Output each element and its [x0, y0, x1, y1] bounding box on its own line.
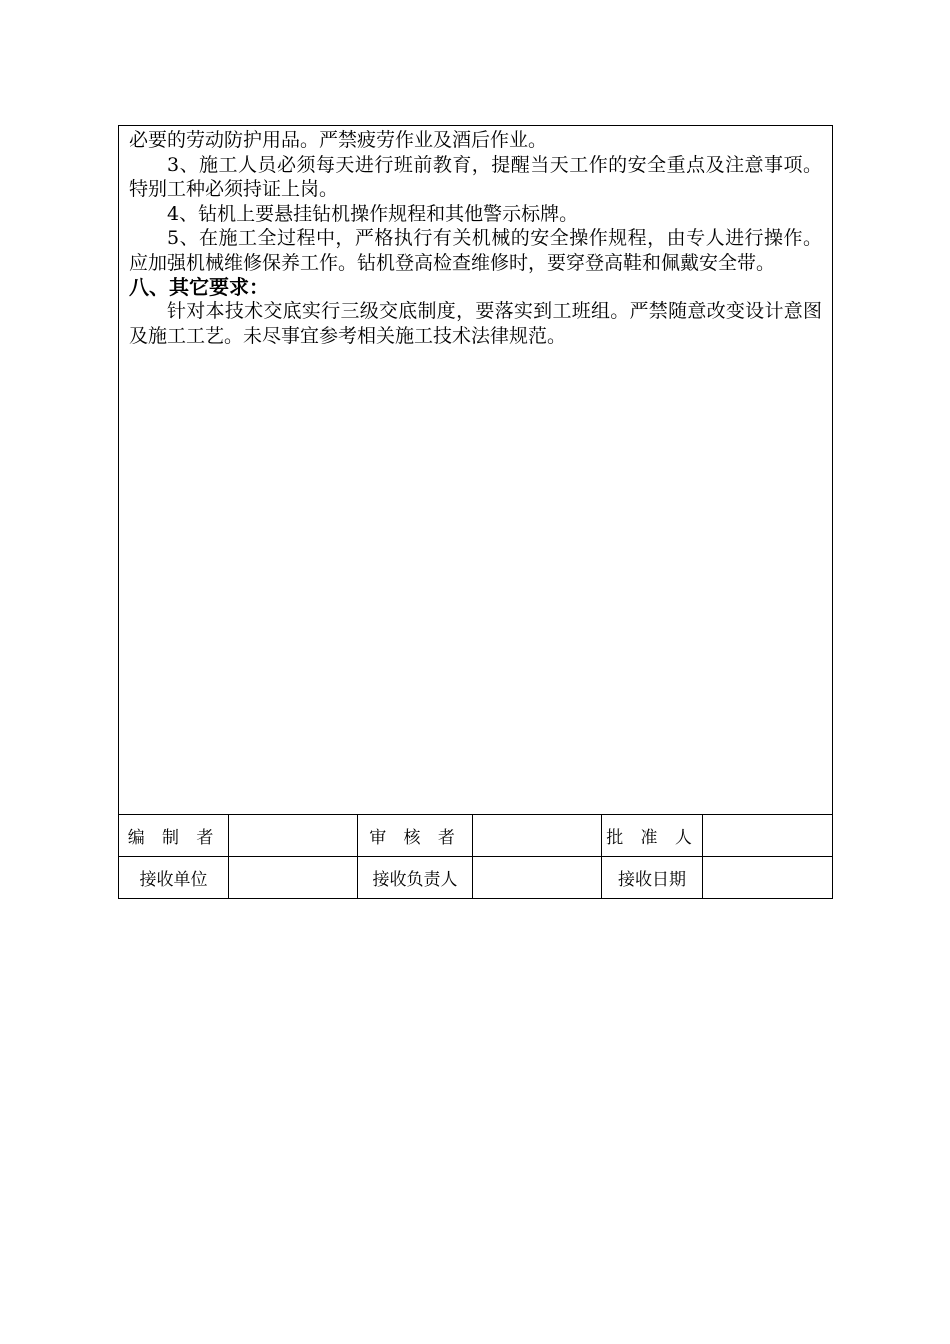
receiving-date-label: 接收日期 — [602, 857, 703, 899]
compiler-field[interactable] — [229, 815, 358, 857]
reviewer-label: 审 核 者 — [358, 815, 473, 857]
section-8-text: 针对本技术交底实行三级交底制度，要落实到工班组。严禁随意改变设计意图及施工工艺。未尽事宜参考相关施工技术法律规范。 — [129, 300, 822, 347]
section-8-heading: 八、其它要求： — [129, 275, 269, 299]
receiving-person-label: 接收负责人 — [358, 857, 473, 899]
signature-row-1 — [119, 815, 833, 857]
disclosure-table — [118, 125, 833, 899]
safety-item-5: 5、在施工全过程中，严格执行有关机械的安全操作规程，由专人进行操作。应加强机械维修保养工作。钻机登高检查维修时，要穿登高鞋和佩戴安全带。 — [129, 227, 822, 274]
reviewer-field[interactable] — [473, 815, 602, 857]
receiving-date-field[interactable] — [703, 857, 833, 899]
receiving-unit-label: 接收单位 — [119, 857, 229, 899]
receiving-person-field[interactable] — [473, 857, 602, 899]
compiler-label: 编 制 者 — [119, 815, 229, 857]
receiving-unit-field[interactable] — [229, 857, 358, 899]
safety-item-4: 4、钻机上要悬挂钻机操作规程和其他警示标牌。 — [167, 202, 579, 225]
content-cell — [119, 126, 833, 815]
content-body — [119, 126, 832, 348]
safety-item-3: 3、施工人员必须每天进行班前教育，提醒当天工作的安全重点及注意事项。特别工种必须持证上岗。 — [129, 153, 822, 200]
signature-row-2 — [119, 857, 833, 899]
approver-label: 批 准 人 — [602, 815, 703, 857]
approver-field[interactable] — [703, 815, 833, 857]
paragraph-continued: 必要的劳动防护用品。严禁疲劳作业及酒后作业。 — [129, 129, 548, 151]
